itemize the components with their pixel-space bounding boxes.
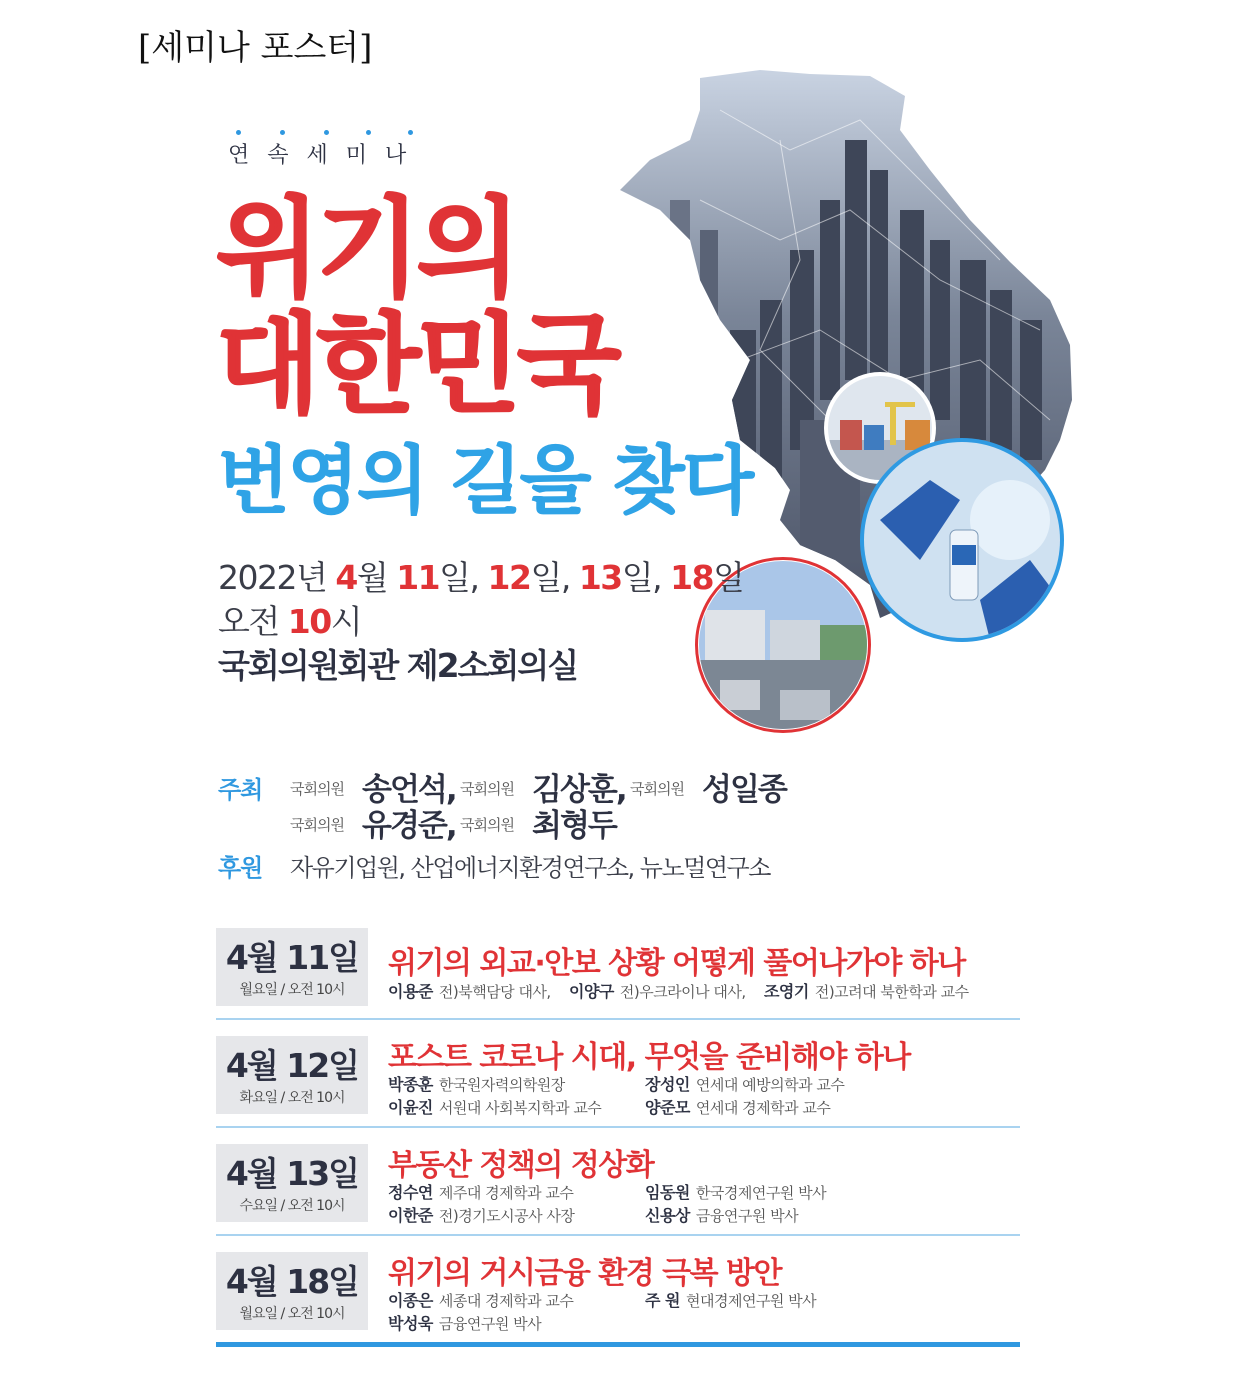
session-topic: 위기의 외교·안보 상황 어떻게 풀어나가야 하나: [388, 946, 965, 981]
session-date: 4월 12일: [225, 1046, 359, 1085]
host-name: 성일종: [702, 772, 786, 808]
speaker: 박종훈 한국원자력의학원장: [388, 1075, 565, 1094]
speaker: 신용상 금융연구원 박사: [645, 1206, 799, 1225]
divider: [216, 1126, 1020, 1128]
session-topic: 위기의 거시금융 환경 극복 방안: [388, 1256, 782, 1291]
host-label: 주최: [218, 776, 263, 804]
session-date: 4월 11일: [225, 938, 359, 977]
session-weekday: 화요일 / 오전 10시: [239, 1090, 345, 1106]
divider: [216, 1234, 1020, 1236]
session-topic: 부동산 정책의 정상화: [388, 1148, 654, 1183]
title-line-1: 위기의: [216, 187, 517, 312]
session-speakers: 이용준 전)북핵담당 대사, 이양구 전)우크라이나 대사, 조영기 전)고려대 북한학과 교수: [388, 982, 969, 1001]
subtitle: 번영의 길을 찾다: [218, 438, 752, 524]
host-name: 김상훈,: [532, 772, 626, 808]
session-date-box: [216, 928, 368, 1006]
event-venue: 국회의원회관 제2소회의실: [218, 646, 578, 685]
bottom-rule: [216, 1342, 1020, 1347]
caption: [세미나 포스터]: [138, 28, 373, 68]
session-date-box: [216, 1036, 368, 1114]
series-label: 연속세미나: [228, 143, 425, 168]
session-date: 4월 13일: [225, 1154, 359, 1193]
speaker: 주 원 현대경제연구원 박사: [645, 1291, 817, 1310]
session-date: 4월 18일: [225, 1262, 359, 1301]
speaker: 박성욱 금융연구원 박사: [388, 1314, 542, 1333]
host-name: 유경준,: [362, 808, 456, 844]
sponsor-label: 후원: [218, 854, 263, 882]
series-dots: [236, 130, 416, 138]
event-time: 오전 10시: [218, 602, 362, 641]
speaker: 양준모 연세대 경제학과 교수: [645, 1098, 831, 1117]
session-date-box: [216, 1252, 368, 1330]
title-line-2: 대한민국: [216, 303, 618, 428]
rep-prefix: 국회의원: [460, 780, 514, 798]
session-weekday: 월요일 / 오전 10시: [239, 982, 345, 998]
speaker: 이종은 세종대 경제학과 교수: [388, 1291, 574, 1310]
session-weekday: 수요일 / 오전 10시: [239, 1198, 345, 1214]
rep-prefix: 국회의원: [630, 780, 684, 798]
rep-prefix: 국회의원: [460, 816, 514, 834]
rep-prefix: 국회의원: [290, 780, 344, 798]
speaker: 임동원 한국경제연구원 박사: [645, 1183, 827, 1202]
rep-prefix: 국회의원: [290, 816, 344, 834]
session-topic: 포스트 코로나 시대, 무엇을 준비해야 하나: [388, 1040, 910, 1075]
host-name: 송언석,: [362, 772, 456, 808]
session-weekday: 월요일 / 오전 10시: [239, 1306, 345, 1322]
speaker: 이한준 전)경기도시공사 사장: [388, 1206, 575, 1225]
speaker: 이윤진 서원대 사회복지학과 교수: [388, 1098, 602, 1117]
divider: [216, 1018, 1020, 1020]
event-dates: 2022년 4월 11일, 12일, 13일, 18일: [218, 558, 744, 597]
sponsor-list: 자유기업원, 산업에너지환경연구소, 뉴노멀연구소: [290, 854, 770, 882]
speaker: 장성인 연세대 예방의학과 교수: [645, 1075, 845, 1094]
host-name: 최형두: [532, 808, 616, 844]
speaker: 정수연 제주대 경제학과 교수: [388, 1183, 574, 1202]
session-date-box: [216, 1144, 368, 1222]
